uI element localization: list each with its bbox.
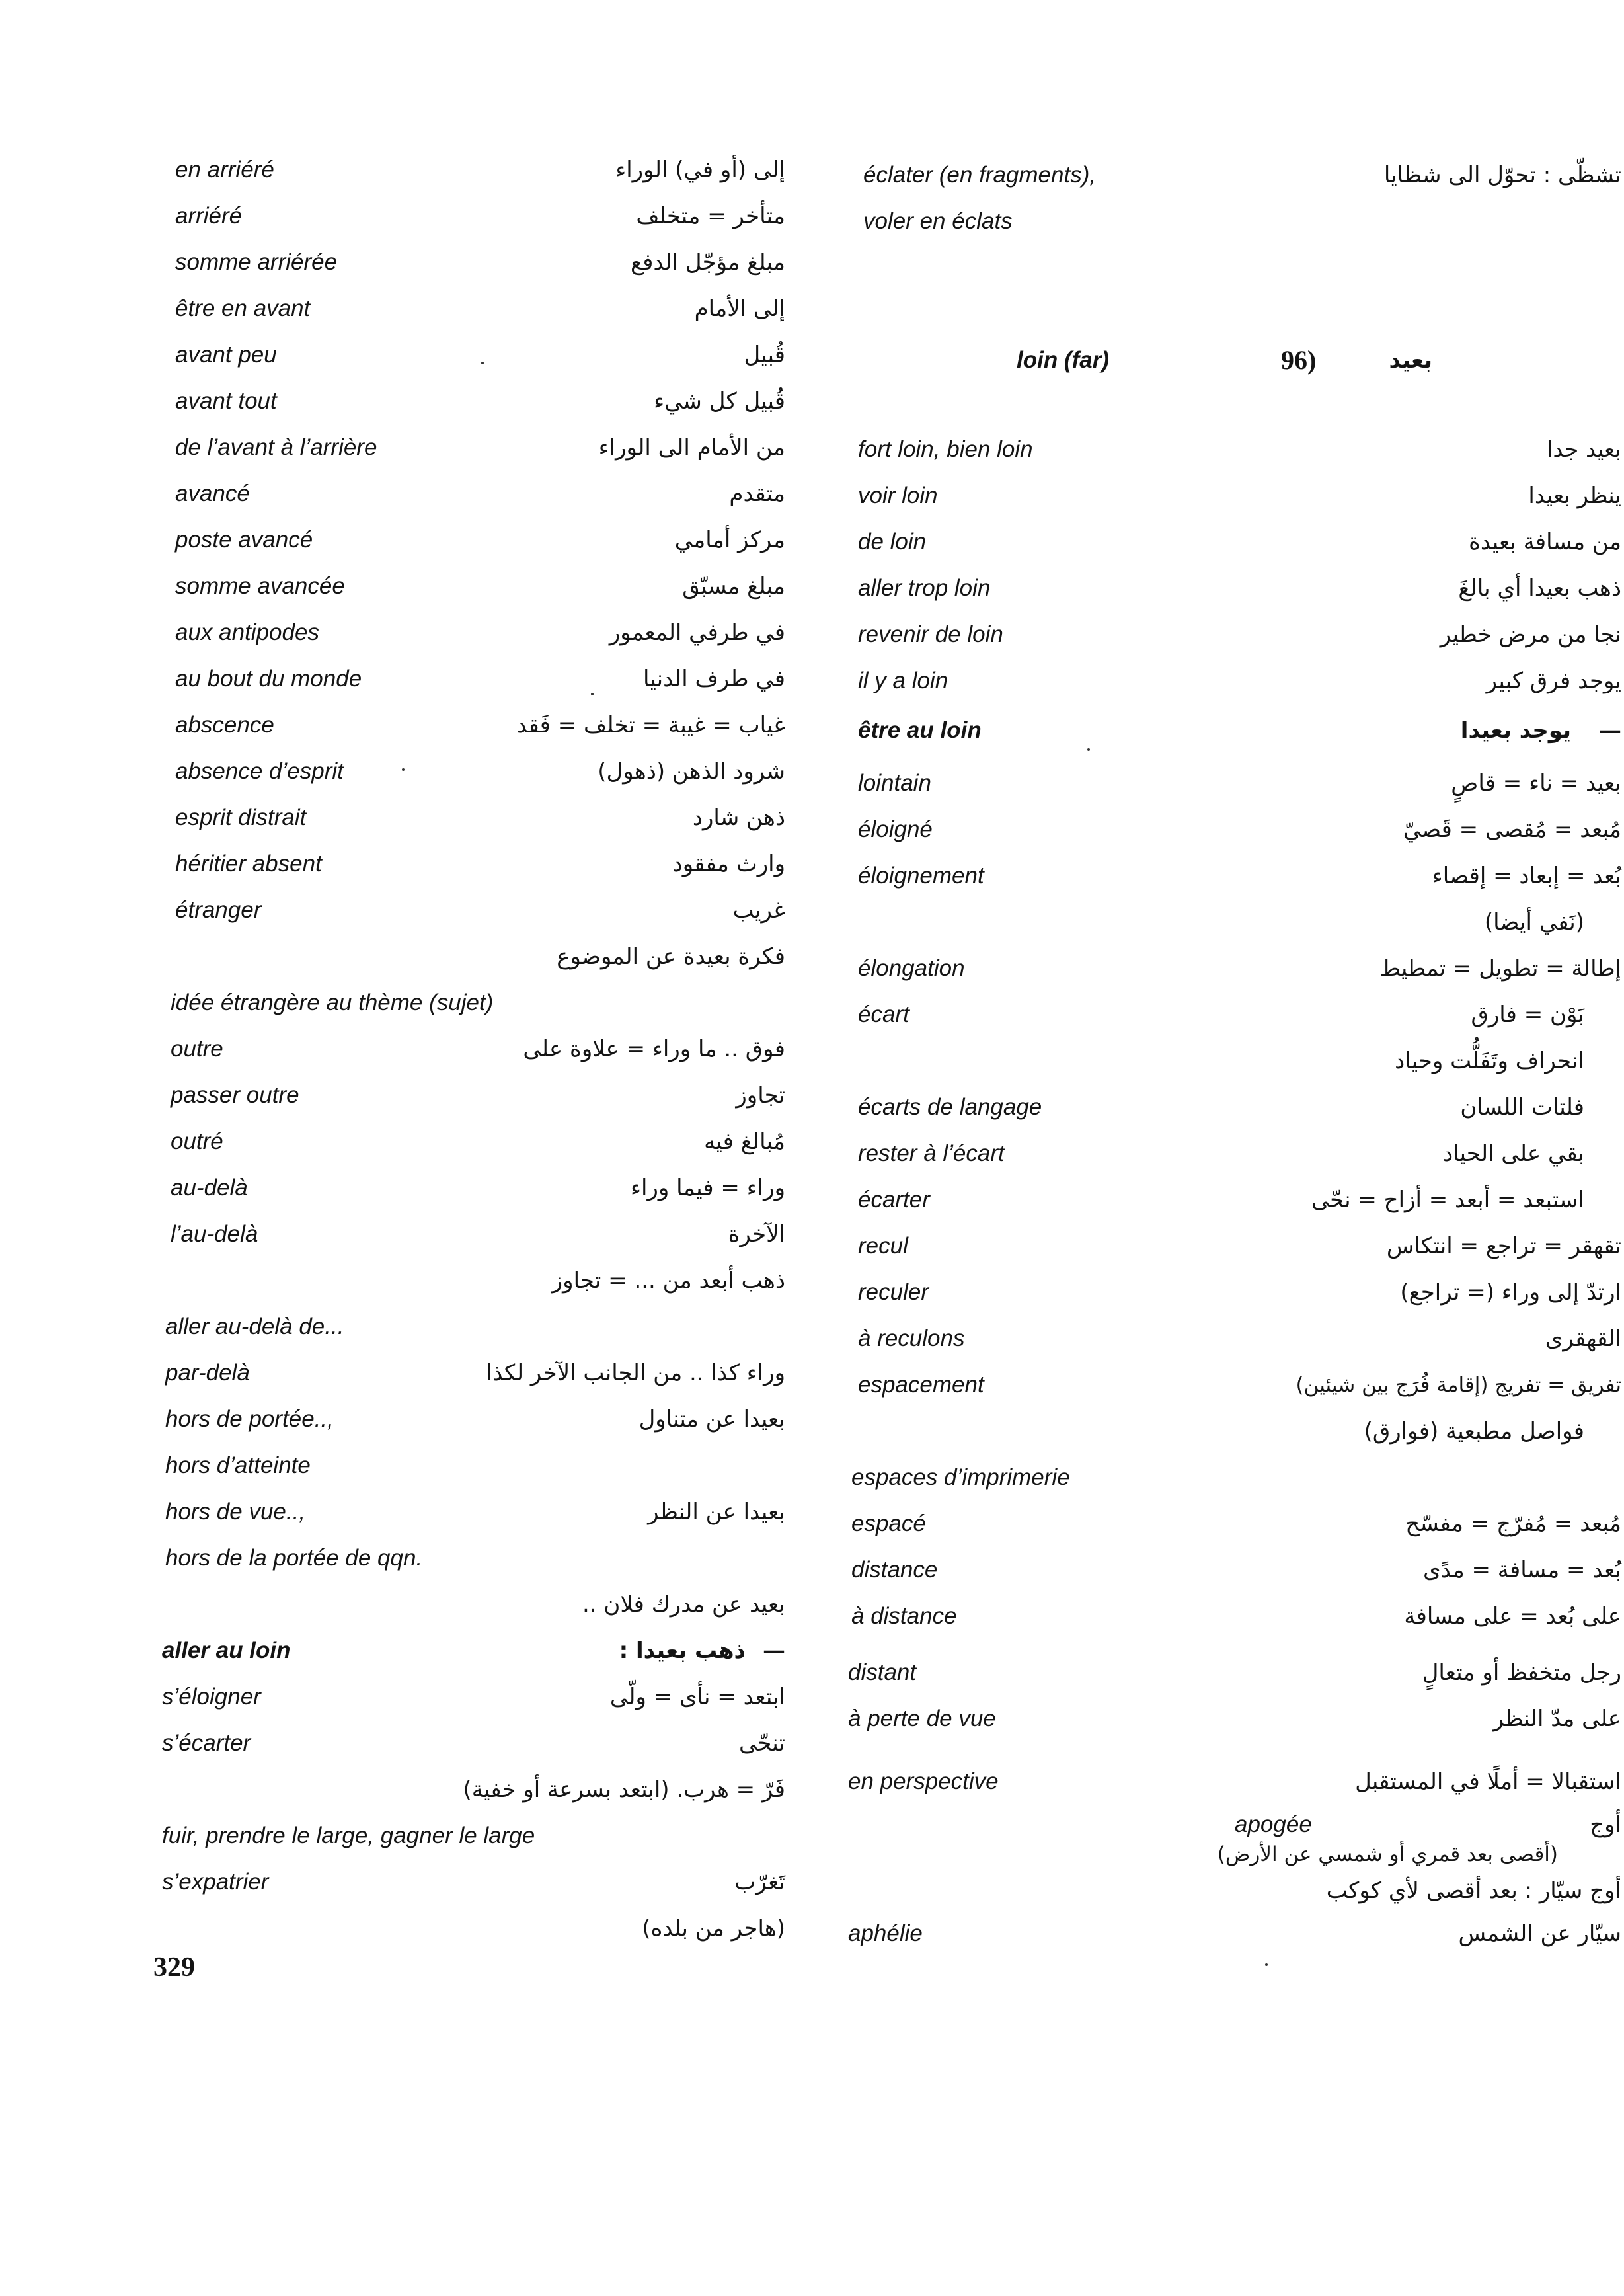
french-term: distant (848, 1659, 917, 1685)
entry-row (812, 760, 1624, 807)
french-term: hors de portée.., (165, 1406, 334, 1432)
french-term: éloignement (858, 863, 984, 889)
entry-row (0, 1443, 812, 1489)
print-speck (1265, 1963, 1268, 1966)
french-term: éloigné (858, 816, 933, 842)
entry-row (812, 1084, 1624, 1130)
page-number: 329 (153, 1952, 195, 1983)
entry-row (0, 1119, 812, 1165)
entry-row (812, 1130, 1624, 1177)
arabic-term: ذهب بعيدا : (619, 1638, 746, 1664)
arabic-term: نجا من مرض خطير (1440, 621, 1621, 648)
french-term: être en avant (175, 296, 311, 321)
arabic-term: استبعد = أبعد = أزاح = نحّى (1311, 1187, 1584, 1213)
entry-row (0, 193, 812, 239)
entry-row (812, 519, 1624, 565)
entry-row (0, 378, 812, 424)
french-term: en arriéré (175, 157, 274, 182)
arabic-term: سيّار عن الشمس (1458, 1920, 1621, 1947)
french-term: être au loin (858, 717, 982, 743)
entry-row (812, 198, 1624, 245)
arabic-term: بعيدا عن النظر (648, 1499, 785, 1525)
arabic-term: (نَفي أيضا) (1484, 909, 1584, 935)
french-term: au bout du monde (175, 666, 362, 692)
french-term: revenir de loin (858, 621, 1003, 647)
arabic-term: من مسافة بعيدة (1469, 529, 1621, 555)
arabic-term: الآخرة (728, 1221, 785, 1247)
arabic-term: بُعد = مسافة = مدًى (1423, 1557, 1621, 1583)
arabic-term: فلتات اللسان (1460, 1094, 1584, 1121)
french-term: en perspective (848, 1768, 999, 1794)
arabic-term: تجاوز (736, 1082, 785, 1109)
french-term: aux antipodes (175, 619, 319, 645)
arabic-term: (هاجر من بلده) (642, 1915, 785, 1942)
french-term: esprit distrait (175, 805, 307, 830)
entry-row (812, 899, 1624, 945)
french-term: éclater (en fragments), (863, 162, 1097, 188)
french-term: distance (851, 1557, 938, 1583)
french-term: aller trop loin (858, 575, 991, 601)
entry-row (0, 286, 812, 332)
arabic-term: قُبيل كل شيء (654, 388, 785, 415)
arabic-term: أوج سيّار : بعد أقصى لأي كوكب (1326, 1878, 1621, 1904)
french-term: par-delà (165, 1360, 250, 1386)
dash-marker: — (1599, 717, 1621, 744)
arabic-term: على مدّ النظر (1492, 1706, 1621, 1732)
french-term: étranger (175, 897, 262, 923)
entry-row (812, 1759, 1624, 1805)
french-term: héritier absent (175, 851, 322, 877)
arabic-term: بعيد عن مدرك فلان .. (582, 1591, 785, 1618)
arabic-term: تنحّى (738, 1730, 785, 1757)
french-term: espacement (858, 1372, 984, 1398)
french-term: à perte de vue (848, 1706, 996, 1731)
arabic-term: في طرفي المعمور (609, 619, 785, 646)
french-term: élongation (858, 955, 965, 981)
arabic-term: وارث مفقود (672, 851, 785, 877)
french-term: au-delà (171, 1175, 248, 1201)
arabic-term: تقهقر = تراجع = انتكاس (1386, 1233, 1621, 1259)
entry-row (0, 424, 812, 471)
arabic-term: فَرّ = هرب. (ابتعد بسرعة أو خفية) (463, 1776, 785, 1803)
arabic-term: متقدم (729, 481, 785, 507)
arabic-term: إلى الأمام (694, 296, 785, 322)
entry-row (0, 887, 812, 933)
french-term: absence d’esprit (175, 758, 344, 784)
entry-row (0, 1535, 812, 1581)
entry-row (0, 748, 812, 795)
arabic-term: بُعد = إبعاد = إقصاء (1432, 863, 1621, 889)
french-term: poste avancé (175, 527, 313, 553)
arabic-term: ذهن شارد (692, 805, 785, 831)
french-term: écart (858, 1002, 909, 1027)
entry-row (0, 1165, 812, 1211)
french-term: avant tout (175, 388, 277, 414)
arabic-term: غياب = غيبة = تخلف = فَقد (516, 712, 785, 738)
french-term: hors de vue.., (165, 1499, 306, 1524)
french-term: l’au-delà (171, 1221, 258, 1247)
entry-row (0, 795, 812, 841)
arabic-term: بقي على الحياد (1442, 1140, 1584, 1167)
french-term: reculer (858, 1279, 929, 1305)
french-term: s’écarter (162, 1730, 251, 1756)
french-term: hors d’atteinte (165, 1452, 311, 1478)
entry-row (812, 1362, 1624, 1408)
entry-row (0, 332, 812, 378)
print-speck (402, 768, 405, 771)
arabic-term: أوج (1590, 1811, 1621, 1838)
french-term: espaces d’imprimerie (851, 1464, 1070, 1490)
french-term: arriéré (175, 203, 243, 229)
entry-row (0, 1350, 812, 1396)
entry-row (812, 853, 1624, 899)
arabic-term: على بُعد = على مسافة (1404, 1603, 1621, 1630)
french-term: passer outre (171, 1082, 299, 1108)
entry-row (812, 1911, 1624, 1957)
french-term: outre (171, 1036, 223, 1062)
entry-row (0, 1720, 812, 1766)
entry-row (812, 1868, 1624, 1914)
entry-row (812, 1454, 1624, 1501)
french-term: rester à l’écart (858, 1140, 1005, 1166)
arabic-term: قُبيل (744, 342, 785, 368)
entry-row (812, 1501, 1624, 1547)
entry-row (0, 656, 812, 702)
french-term: aller au-delà de... (165, 1314, 344, 1339)
entry-row (0, 1813, 812, 1859)
arabic-term: إطالة = تطويل = تمطيط (1379, 955, 1621, 982)
entry-row (0, 1859, 812, 1905)
arabic-term: فواصل مطبعية (فوارق) (1364, 1418, 1584, 1445)
arabic-term: استقبالا = أملًا في المستقبل (1355, 1768, 1621, 1795)
entry-row (812, 565, 1624, 612)
arabic-term: فوق .. ما وراء = علاوة على (523, 1036, 785, 1062)
entry-row (812, 1408, 1624, 1454)
arabic-term: يوجد بعيدا (1460, 717, 1571, 744)
arabic-term: ارتدّ إلى وراء (= تراجع) (1400, 1279, 1621, 1306)
arabic-term: ذهب أبعد من ... = تجاوز (551, 1267, 785, 1294)
arabic-term: بَوْن = فارق (1471, 1002, 1584, 1028)
entry-row (0, 1026, 812, 1072)
entry-row (812, 1649, 1624, 1696)
french-term: voir loin (858, 483, 938, 508)
french-term: de loin (858, 529, 927, 555)
entry-row (0, 1304, 812, 1350)
arabic-term: ابتعد = نأى = ولّى (609, 1684, 785, 1710)
french-term: fort loin, bien loin (858, 436, 1033, 462)
entry-row (0, 702, 812, 748)
french-term: de l’avant à l’arrière (175, 434, 377, 460)
print-speck (591, 693, 594, 695)
french-term: à reculons (858, 1326, 965, 1351)
section-number: 96) (1281, 345, 1317, 375)
arabic-term: مُبعد = مُقصى = قَصيّ (1403, 816, 1621, 843)
entry-row (0, 1905, 812, 1952)
arabic-term: بعيدا عن متناول (638, 1406, 785, 1433)
entry-row (0, 841, 812, 887)
arabic-term: وراء كذا .. من الجانب الآخر لكذا (486, 1360, 785, 1386)
french-term: avant peu (175, 342, 277, 368)
arabic-term: إلى (أو في) الوراء (615, 157, 785, 183)
entry-row (812, 1269, 1624, 1316)
entry-row (812, 1593, 1624, 1640)
entry-row (812, 473, 1624, 519)
arabic-term: انحراف وتَفَلُّت وحياد (1395, 1048, 1584, 1074)
entry-row (0, 1489, 812, 1535)
entry-row (0, 147, 812, 193)
arabic-term: ذهب بعيدا أي بالغَ (1458, 575, 1621, 602)
arabic-term: وراء = فيما وراء (631, 1175, 785, 1201)
entry-row (0, 980, 812, 1026)
arabic-term: تَغرّب (734, 1869, 785, 1895)
french-term: il y a loin (858, 668, 948, 693)
arabic-term: مبلغ مؤجّل الدفع (631, 249, 785, 276)
entry-row (812, 612, 1624, 658)
french-term: aphélie (848, 1920, 923, 1946)
french-term: somme arriérée (175, 249, 338, 275)
arabic-term: تشظّى : تحوّل الى شظايا (1383, 162, 1621, 188)
entry-row (0, 1211, 812, 1257)
arabic-term: غريب (732, 897, 785, 924)
french-term: idée étrangère au thème (sujet) (171, 990, 494, 1015)
french-term: aller au loin (162, 1638, 291, 1663)
french-term: écarts de langage (858, 1094, 1042, 1120)
french-term: voler en éclats (863, 208, 1013, 234)
entry-row (812, 992, 1624, 1038)
arabic-term: بعيد جدا (1546, 436, 1621, 463)
entry-row-heading (812, 707, 1624, 754)
arabic-term: ينظر بعيدا (1528, 483, 1621, 509)
french-term: apogée (1235, 1811, 1312, 1837)
arabic-term: مُبعد = مُفرّج = مفسّح (1405, 1511, 1621, 1537)
section-french-title: loin (far) (1017, 347, 1109, 373)
entry-row (0, 1257, 812, 1304)
arabic-term: بعيد = ناء = قاصٍ (1451, 770, 1621, 797)
entry-row (812, 1223, 1624, 1269)
french-term: recul (858, 1233, 908, 1259)
entry-row (0, 610, 812, 656)
arabic-term: فكرة بعيدة عن الموضوع (557, 943, 785, 970)
entry-row (0, 471, 812, 517)
french-term: abscence (175, 712, 274, 738)
entry-row (812, 1696, 1624, 1742)
entry-row (0, 1072, 812, 1119)
arabic-term: تفريق = تفريج (إقامة فُرَج بين شيئين) (1295, 1373, 1621, 1397)
entry-row (812, 658, 1624, 704)
section-arabic-title: بعيد (1389, 347, 1432, 374)
entry-row (0, 563, 812, 610)
french-term: à distance (851, 1603, 957, 1629)
french-term: fuir, prendre le large, gagner le large (162, 1823, 535, 1848)
arabic-term: مركز أمامي (674, 527, 785, 553)
arabic-term: من الأمام الى الوراء (598, 434, 785, 461)
french-term: espacé (851, 1511, 926, 1536)
french-term: hors de la portée de qqn. (165, 1545, 423, 1571)
section-heading (812, 337, 1624, 383)
arabic-term: رجل متخفظ أو متعالٍ (1422, 1659, 1621, 1686)
entry-row (812, 1547, 1624, 1593)
entry-row (0, 1396, 812, 1443)
arabic-term: شرود الذهن (ذهول) (598, 758, 785, 785)
arabic-term: يوجد فرق كبير (1486, 668, 1621, 694)
french-term: somme avancée (175, 573, 345, 599)
french-term: lointain (858, 770, 931, 796)
french-term: s’expatrier (162, 1869, 269, 1895)
french-term: écarter (858, 1187, 930, 1212)
entry-row (0, 517, 812, 563)
arabic-term: مُبالغ فيه (704, 1128, 785, 1155)
french-term: outré (171, 1128, 223, 1154)
entry-row (812, 1316, 1624, 1362)
french-term: s’éloigner (162, 1684, 261, 1710)
arabic-note: (أقصى بعد قمري أو شمسي عن الأرض) (1217, 1842, 1558, 1866)
arabic-term: في طرف الدنيا (642, 666, 785, 692)
entry-row (812, 1038, 1624, 1084)
entry-row (0, 1581, 812, 1628)
arabic-term: متأخر = متخلف (636, 203, 785, 229)
entry-row (0, 239, 812, 286)
entry-row-heading (0, 1628, 812, 1674)
entry-row (812, 426, 1624, 473)
entry-row (812, 807, 1624, 853)
dash-marker: — (763, 1638, 785, 1664)
entry-row (812, 152, 1624, 198)
entry-row (0, 1766, 812, 1813)
entry-row (0, 1674, 812, 1720)
print-speck (1087, 748, 1090, 751)
entry-row (812, 945, 1624, 992)
print-speck (481, 362, 484, 364)
arabic-term: القهقرى (1545, 1326, 1621, 1352)
entry-row (0, 933, 812, 980)
arabic-term: مبلغ مسبّق (682, 573, 785, 600)
entry-row (812, 1177, 1624, 1223)
french-term: avancé (175, 481, 250, 506)
